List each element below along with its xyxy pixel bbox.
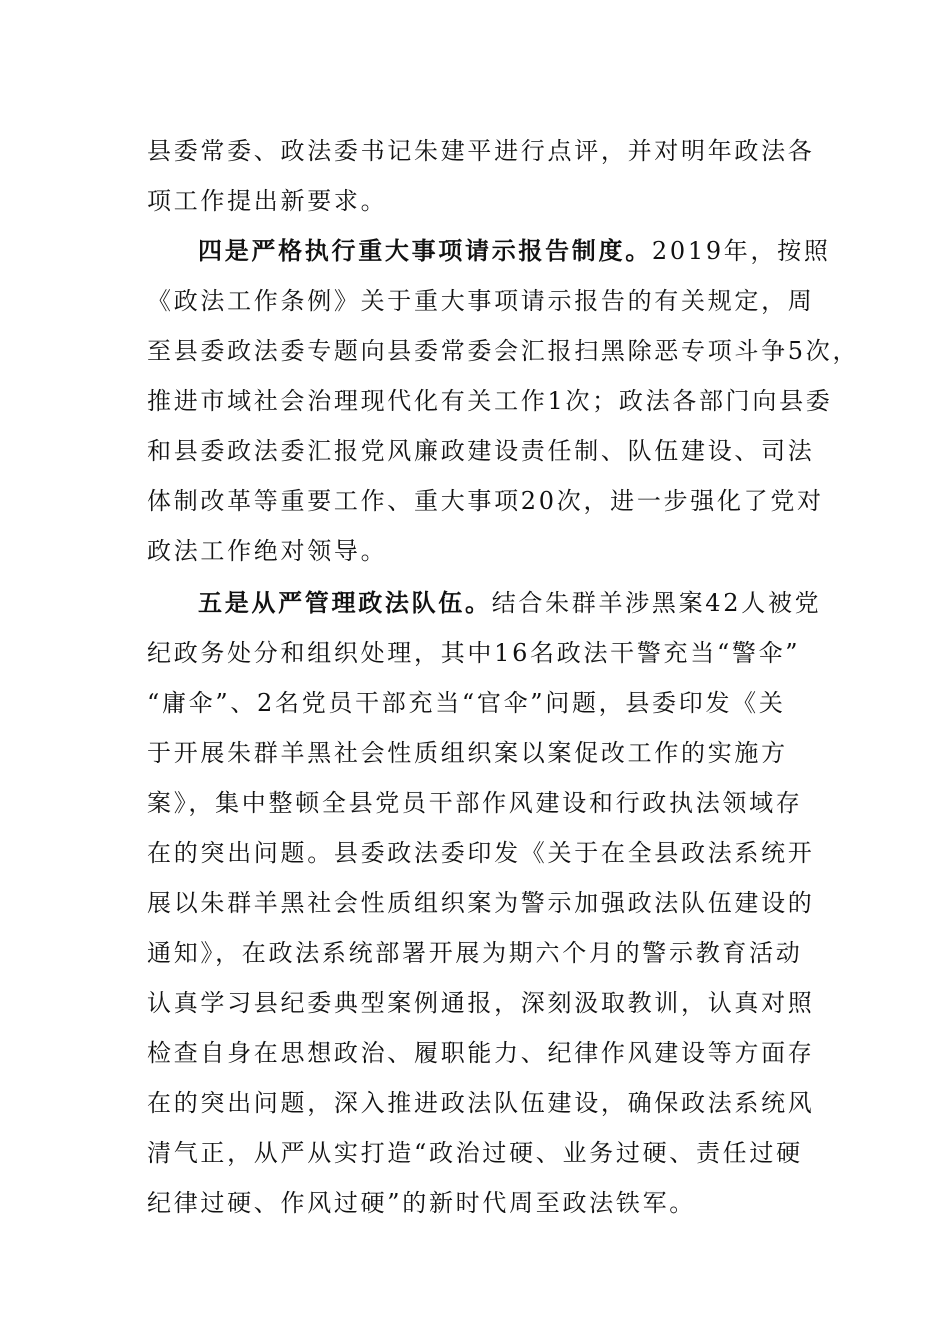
text-line [147, 1028, 815, 1078]
text-line [147, 828, 815, 878]
text-line [147, 526, 387, 576]
text-line [147, 176, 387, 226]
text-run: 认真学习县纪委典型案例通报，深刻汲取教训，认真对照 [147, 989, 815, 1017]
text-run: 纪律过硬、作风过硬”的新时代周至政法铁军。 [147, 1189, 696, 1217]
text-run: 通知》，在政法系统部署开展为期六个月的警示教育活动 [147, 939, 803, 967]
text-run: 纪政务处分和组织处理，其中16名政法干警充当“警伞” [147, 639, 801, 667]
text-line [147, 276, 815, 326]
text-run: “庸伞”、2名党员干部充当“官伞”问题，县委印发《关 [147, 689, 786, 717]
text-run: 体制改革等重要工作、重大事项20次，进一步强化了党对 [147, 487, 824, 515]
text-line [147, 426, 815, 476]
text-run: 2019年，按照 [651, 237, 831, 265]
text-line [147, 1178, 696, 1228]
text-line [147, 728, 788, 778]
text-line [147, 326, 859, 376]
text-line [147, 376, 832, 426]
text-line [147, 126, 815, 176]
text-line [147, 928, 803, 978]
text-run: 政法工作绝对领导。 [147, 537, 388, 565]
text-line [147, 1128, 803, 1178]
text-run: 在的突出问题。县委政法委印发《关于在全县政法系统开 [147, 839, 815, 867]
text-line [147, 1078, 815, 1128]
text-run: 推进市域社会治理现代化有关工作1次；政法各部门向县委 [147, 387, 833, 415]
text-run: 检查自身在思想政治、履职能力、纪律作风建设等方面存 [147, 1039, 815, 1067]
text-line [147, 678, 786, 728]
text-line [198, 226, 831, 276]
text-run: 县委常委、政法委书记朱建平进行点评，并对明年政法各 [147, 137, 815, 165]
text-run: 在的突出问题，深入推进政法队伍建设，确保政法系统风 [147, 1089, 815, 1117]
text-run: 展以朱群羊黑社会性质组织案为警示加强政法队伍建设的 [147, 889, 815, 917]
text-line [147, 878, 815, 928]
text-line [147, 978, 815, 1028]
text-line [147, 628, 800, 678]
text-run: 结合朱群羊涉黑案42人被党 [491, 589, 822, 617]
text-run: 《政法工作条例》关于重大事项请示报告的有关规定，周 [147, 287, 815, 315]
text-run: 至县委政法委专题向县委常委会汇报扫黑除恶专项斗争5次， [147, 337, 860, 365]
text-run: 案》，集中整顿全县党员干部作风建设和行政执法领域存 [147, 789, 803, 817]
text-run: 和县委政法委汇报党风廉政建设责任制、队伍建设、司法 [147, 437, 815, 465]
text-run: 项工作提出新要求。 [147, 187, 388, 215]
text-line [147, 778, 803, 828]
text-line [147, 476, 824, 526]
text-run: 于开展朱群羊黑社会性质组织案以案促改工作的实施方 [147, 739, 788, 767]
bold-lead-phrase: 四是严格执行重大事项请示报告制度。 [198, 236, 652, 265]
text-line [198, 578, 821, 628]
text-run: 清气正，从严从实打造“政治过硬、业务过硬、责任过硬 [147, 1139, 803, 1167]
bold-lead-phrase: 五是从严管理政法队伍。 [198, 588, 492, 617]
